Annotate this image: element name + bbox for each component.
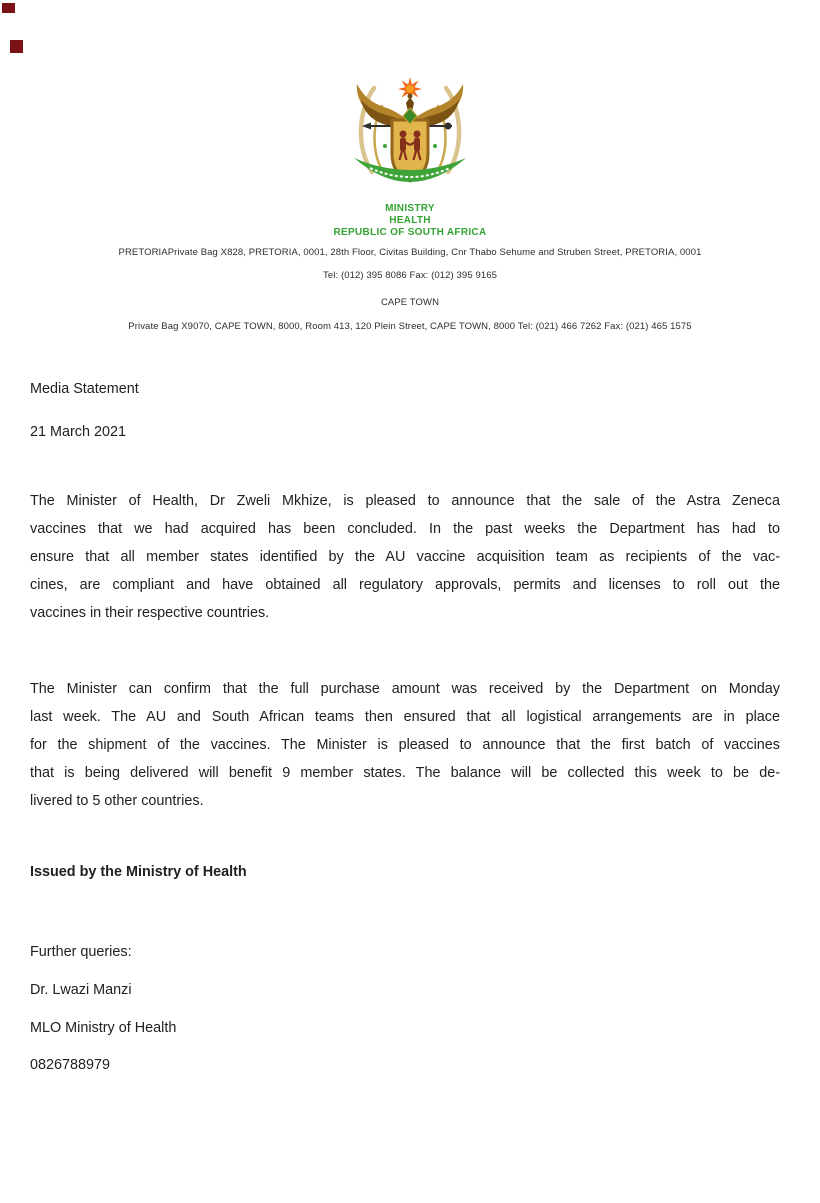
statement-type-label: Media Statement xyxy=(30,381,139,397)
department-label: HEALTH xyxy=(389,215,431,226)
cape-town-address-line: Private Bag X9070, CAPE TOWN, 8000, Room 413, 120 Plein Street, CAPE TOWN, 8000 Tel: (021) 466 7262 Fax: (021) 465 1575 xyxy=(128,321,692,332)
scan-artifact xyxy=(2,3,15,13)
issued-by-line: Issued by the Ministry of Health xyxy=(30,864,247,880)
pretoria-address-line: PRETORIAPrivate Bag X828, PRETORIA, 0001, 28th Floor, Civitas Building, Cnr Thabo Sehume and Struben Street, PRETORIA, 0001 xyxy=(118,247,702,258)
coat-of-arms-icon xyxy=(344,76,476,200)
paragraph-line: ensure that all member states identified by the AU vaccine acquisition team as recipients of the vac- xyxy=(30,549,780,565)
paragraph-line: last week. The AU and South African teams then ensured that all logistical arrangements are in place xyxy=(30,709,780,725)
paragraph-line: that is being delivered will benefit 9 member states. The balance will be collected this week to be de- xyxy=(30,765,780,781)
scan-artifact xyxy=(10,40,23,53)
ministry-label: MINISTRY xyxy=(385,203,435,214)
further-queries-heading: Further queries: xyxy=(30,944,132,960)
paragraph-line: cines, are compliant and have obtained all regulatory approvals, permits and licenses to roll out the xyxy=(30,577,780,593)
pretoria-tel-line: Tel: (012) 395 8086 Fax: (012) 395 9165 xyxy=(323,270,497,281)
contact-title: MLO Ministry of Health xyxy=(30,1020,177,1036)
paragraph-line: The Minister can confirm that the full purchase amount was received by the Department on Monday xyxy=(30,681,780,697)
contact-name: Dr. Lwazi Manzi xyxy=(30,982,132,998)
paragraph-line: vaccines that we had acquired has been concluded. In the past weeks the Department has had to xyxy=(30,521,780,537)
country-label: REPUBLIC OF SOUTH AFRICA xyxy=(333,227,487,238)
paragraph-line: vaccines in their respective countries. xyxy=(30,605,270,621)
body-paragraph-2 xyxy=(30,675,780,815)
paragraph-line: for the shipment of the vaccines. The Minister is pleased to announce that the first batch of vaccines xyxy=(30,737,780,753)
contact-phone: 0826788979 xyxy=(30,1057,111,1073)
paragraph-line: livered to 5 other countries. xyxy=(30,793,204,809)
statement-date: 21 March 2021 xyxy=(30,424,126,440)
cape-town-heading: CAPE TOWN xyxy=(380,297,440,308)
paragraph-line: The Minister of Health, Dr Zweli Mkhize, is pleased to announce that the sale of the Astra Zeneca xyxy=(30,493,780,509)
ministry-heading xyxy=(0,203,820,239)
body-paragraph-1 xyxy=(30,487,780,627)
